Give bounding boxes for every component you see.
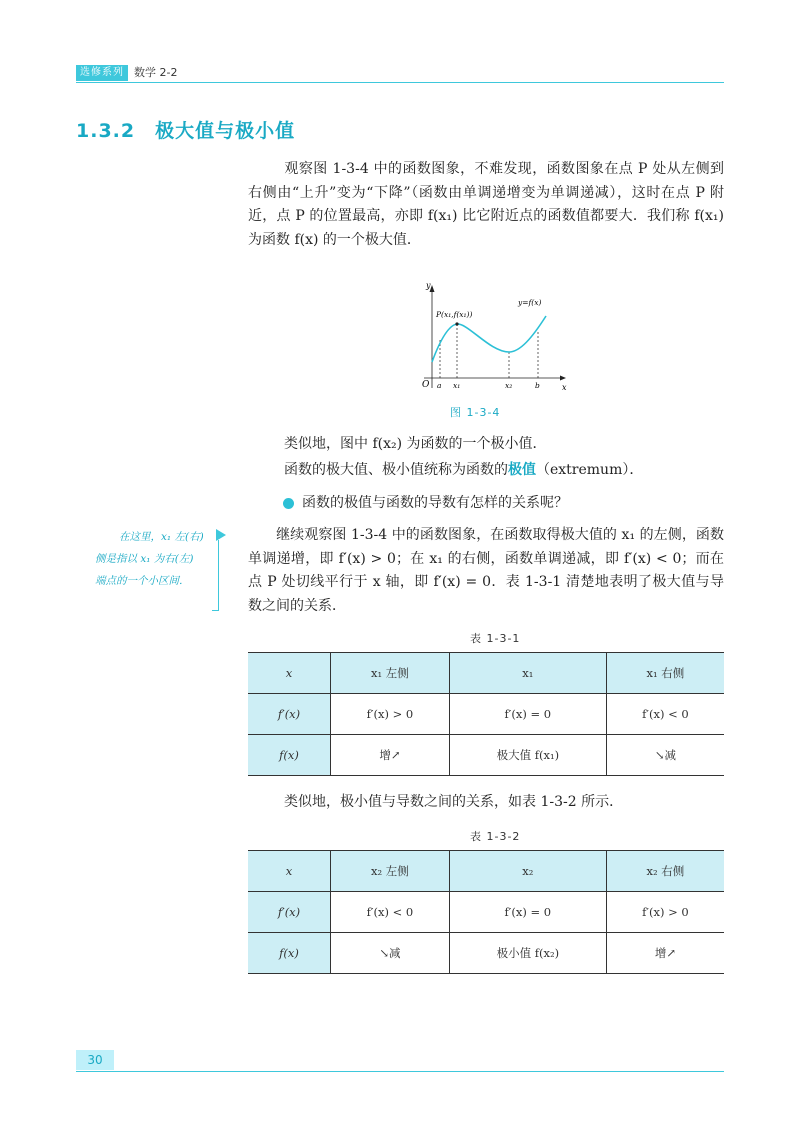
paragraph-2 bbox=[248, 524, 724, 618]
table-cell: f′(x) > 0 bbox=[606, 892, 724, 933]
footer-rule bbox=[76, 1071, 724, 1072]
tick-a: a bbox=[437, 381, 442, 390]
extremum-pre: 函数的极大值、极小值统称为函数的 bbox=[284, 462, 508, 478]
table-cell: x₁ bbox=[449, 653, 606, 694]
line-min-relation: 类似地，极小值与导数之间的关系，如表 1-3-2 所示． bbox=[284, 794, 624, 810]
table-cell: x₂ bbox=[449, 851, 606, 892]
question-bullet-icon bbox=[283, 498, 294, 509]
figure-caption: 图 1-3-4 bbox=[450, 406, 501, 419]
table-row bbox=[248, 694, 724, 735]
function-curve bbox=[432, 316, 546, 362]
tick-x2: x₂ bbox=[505, 381, 513, 390]
series-tag: 选修系列 bbox=[76, 65, 128, 81]
section-title bbox=[76, 116, 295, 143]
table-cell: f(x) bbox=[248, 933, 331, 974]
page-number: 30 bbox=[76, 1050, 114, 1070]
tick-b: b bbox=[535, 381, 540, 390]
side-note bbox=[95, 526, 207, 592]
table-cell: f′(x) = 0 bbox=[449, 892, 606, 933]
table-cell: 增↗ bbox=[606, 933, 724, 974]
table-1 bbox=[248, 652, 724, 776]
table-row bbox=[248, 851, 724, 892]
table-row bbox=[248, 933, 724, 974]
table-cell: 极大值 f(x₁) bbox=[449, 735, 606, 776]
table-row bbox=[248, 653, 724, 694]
origin-label: O bbox=[422, 380, 430, 390]
line-extremum bbox=[284, 460, 643, 480]
line-minimum: 类似地，图中 f(x₂) 为函数的一个极小值． bbox=[284, 436, 547, 452]
table-cell: ↘减 bbox=[331, 933, 450, 974]
table-cell: x₂ 左侧 bbox=[331, 851, 450, 892]
table-cell: ↘减 bbox=[606, 735, 724, 776]
paragraph-1 bbox=[248, 158, 724, 252]
table-cell: x₂ 右侧 bbox=[606, 851, 724, 892]
y-label: y bbox=[426, 281, 431, 290]
table-1-caption: 表 1-3-1 bbox=[470, 632, 521, 645]
table-cell: x bbox=[248, 851, 331, 892]
table-cell: f′(x) < 0 bbox=[331, 892, 450, 933]
table-cell: f′(x) bbox=[248, 694, 331, 735]
question-text: 函数的极值与函数的导数有怎样的关系呢？ bbox=[302, 495, 568, 511]
table-cell: f(x) bbox=[248, 735, 331, 776]
tick-x1: x₁ bbox=[453, 381, 461, 390]
side-note-bracket bbox=[212, 540, 219, 611]
section-number: 1.3.2 bbox=[76, 120, 136, 142]
point-label: P(x₁,f(x₁)) bbox=[436, 310, 473, 319]
table-2 bbox=[248, 850, 724, 974]
table-cell: f′(x) > 0 bbox=[331, 694, 450, 735]
table-cell: f′(x) < 0 bbox=[606, 694, 724, 735]
curve-label: y=f(x) bbox=[518, 298, 542, 307]
side-note-text: 在这里，x₁ 左(右) 侧是指以 x₁ 为右(左) 端点的一个小区间． bbox=[95, 531, 204, 587]
paragraph-1-text: 观察图 1-3-4 中的函数图象，不难发现，函数图象在点 P 处从左侧到右侧由“上升”变为“下降”（函数由单调递增变为单调递减），这时在点 P 附近，点 P 的位置最高，亦即 f(x₁) 比它附近点的函数值都要大．我们称 f(x₁) 为函数 f(x) 的一个极大值． bbox=[248, 161, 724, 248]
table-cell: x bbox=[248, 653, 331, 694]
book-title: 数学 2-2 bbox=[134, 66, 178, 79]
table-cell: x₁ 左侧 bbox=[331, 653, 450, 694]
point-p bbox=[455, 322, 458, 325]
table-row bbox=[248, 892, 724, 933]
section-title-text: 极大值与极小值 bbox=[155, 120, 296, 142]
x-axis-arrow bbox=[560, 376, 566, 381]
table-cell: f′(x) bbox=[248, 892, 331, 933]
table-cell: x₁ 右侧 bbox=[606, 653, 724, 694]
extremum-post: （extremum）． bbox=[536, 462, 644, 478]
function-graph bbox=[410, 280, 570, 395]
side-note-arrow-icon bbox=[216, 529, 226, 541]
x-label: x bbox=[562, 383, 567, 392]
table-cell: 极小值 f(x₂) bbox=[449, 933, 606, 974]
paragraph-2-text: 继续观察图 1-3-4 中的函数图象，在函数取得极大值的 x₁ 的左侧，函数单调递增，即 f′(x) > 0；在 x₁ 的右侧，函数单调递减，即 f′(x) < 0；而在点 P 处切线平行于 x 轴，即 f′(x) = 0．表 1-3-1 清楚地表明了极大值与导数之间的关系． bbox=[248, 527, 724, 614]
table-cell: 增↗ bbox=[331, 735, 450, 776]
header-rule bbox=[76, 82, 724, 83]
table-cell: f′(x) = 0 bbox=[449, 694, 606, 735]
table-2-caption: 表 1-3-2 bbox=[470, 830, 521, 843]
extremum-keyword: 极值 bbox=[508, 462, 536, 478]
table-row bbox=[248, 735, 724, 776]
